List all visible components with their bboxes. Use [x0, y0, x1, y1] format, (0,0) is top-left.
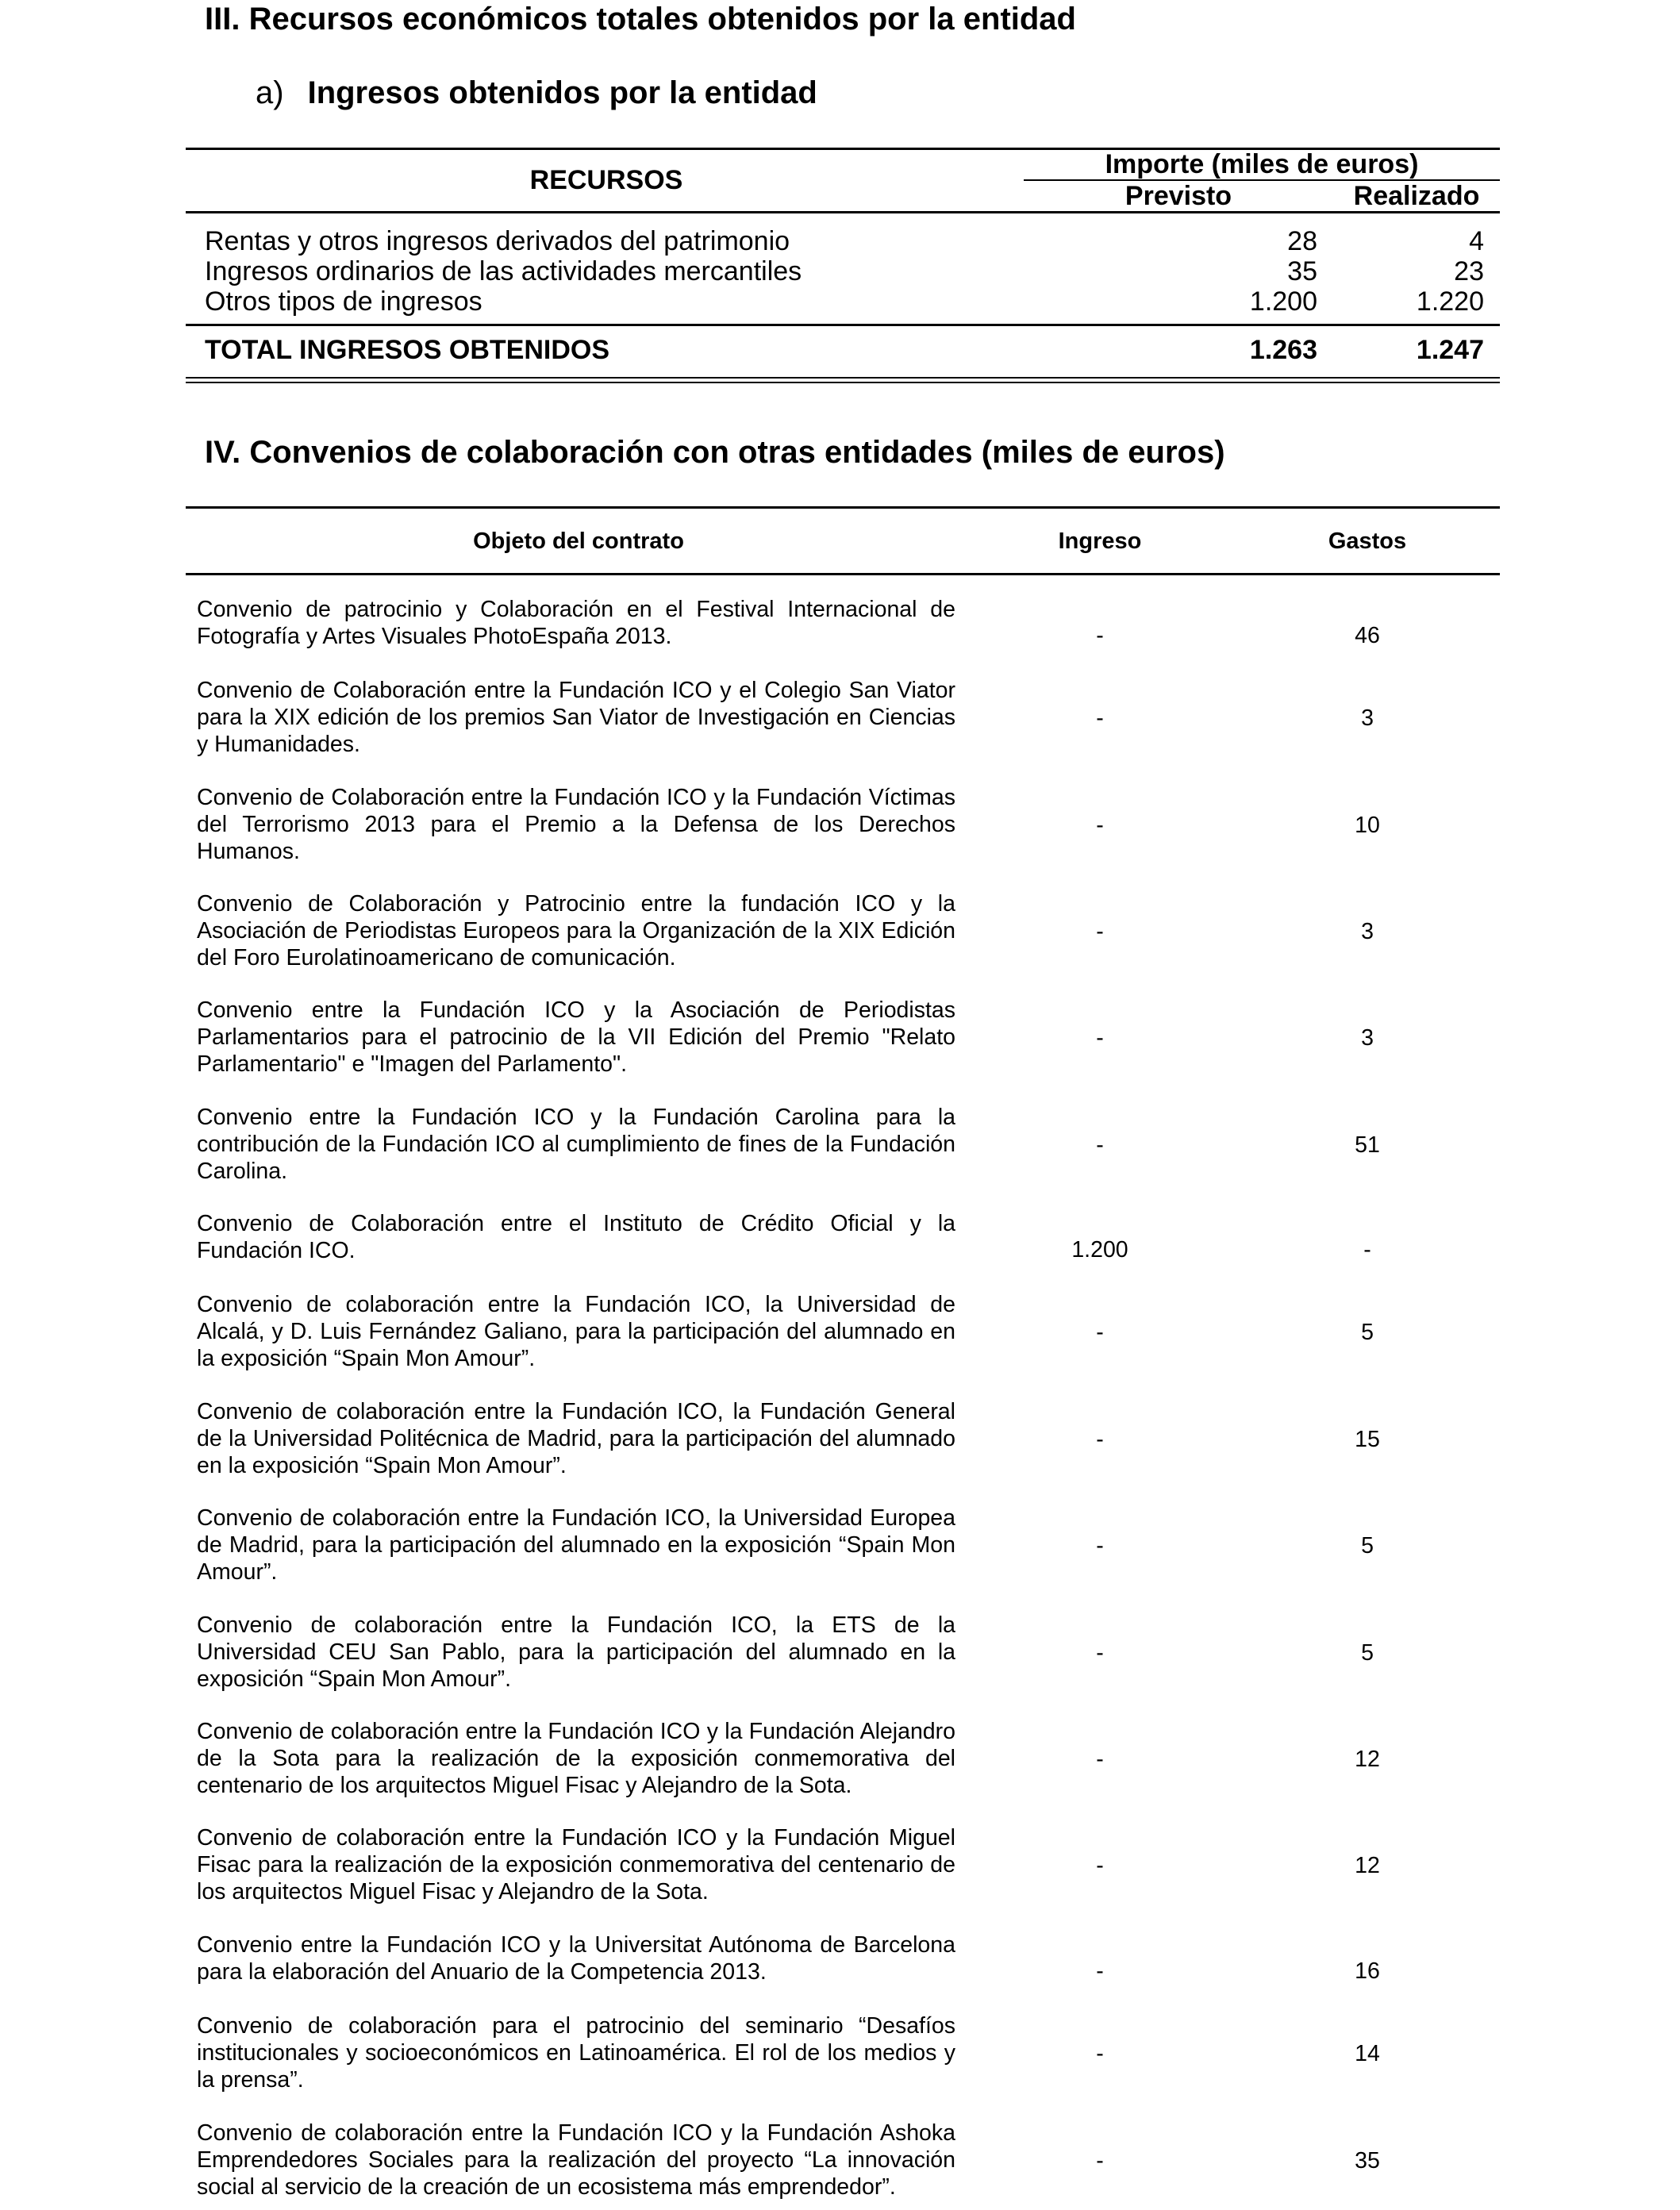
agreement-description: Convenio de colaboración entre la Fundación ICO y la Fundación Miguel Fisac para la realización de la exposición conmemorativa del centenario de los arquitectos Miguel Fisac y Alejandro de la Sota.: [197, 1825, 955, 1904]
agreement-ingreso: -: [1096, 623, 1104, 648]
agreement-description: Convenio de Colaboración entre la Fundación ICO y el Colegio San Viator para la XIX edición de los premios San Viator de Investigación en Ciencias y Humanidades.: [197, 678, 955, 757]
agreement-description: Convenio entre la Fundación ICO y la Universitat Autónoma de Barcelona para la elaboración del Anuario de la Competencia 2013.: [197, 1932, 955, 1985]
agreement-description: Convenio de colaboración entre la Fundación ICO, la ETS de la Universidad CEU San Pablo, para la participación del alumnado en la exposición “Spain Mon Amour”.: [197, 1612, 955, 1692]
table1-bottom-rule-1: [186, 377, 1500, 379]
agreement-gastos: 14: [1355, 2041, 1380, 2066]
agreement-ingreso: 1.200: [1071, 1237, 1128, 1263]
section-3a-label: Ingresos obtenidos por la entidad: [307, 75, 817, 110]
total-previsto: 1.263: [1249, 335, 1317, 365]
agreement-gastos: 5: [1361, 1320, 1374, 1345]
table1-header-rule: [186, 211, 1500, 213]
agreement-description: Convenio de colaboración para el patrocinio del seminario “Desafíos institucionales y socioeconómicos en Latinoamérica. El rol de los medios y la prensa”.: [197, 2013, 955, 2093]
section-3-title: III. Recursos económicos totales obtenidos por la entidad: [205, 2, 1076, 37]
agreement-ingreso: -: [1096, 919, 1104, 944]
agreement-description: Convenio de Colaboración y Patrocinio entre la fundación ICO y la Asociación de Periodistas Europeos para la Organización de la XIX Edición del Foro Eurolatinoamericano de comunicación.: [197, 891, 955, 970]
income-row-previsto: 35: [1287, 256, 1317, 286]
income-row-label: Ingresos ordinarios de las actividades mercantiles: [205, 256, 802, 286]
agreement-ingreso: -: [1096, 1853, 1104, 1878]
total-realizado: 1.247: [1416, 335, 1484, 365]
table2-header-rule: [186, 573, 1500, 575]
col-header-recursos: RECURSOS: [529, 165, 683, 195]
agreement-gastos: 35: [1355, 2148, 1380, 2173]
agreement-ingreso: -: [1096, 1958, 1104, 1984]
agreement-description: Convenio de colaboración entre la Fundación ICO, la Fundación General de la Universidad Politécnica de Madrid, para la participación del alumnado en la exposición “Spain Mon Amour”.: [197, 1399, 955, 1478]
agreement-gastos: 3: [1361, 1025, 1374, 1051]
agreement-gastos: 3: [1361, 919, 1374, 944]
agreement-gastos: 5: [1361, 1640, 1374, 1666]
agreement-gastos: 12: [1355, 1853, 1380, 1878]
agreement-gastos: 5: [1361, 1533, 1374, 1559]
col-header-realizado: Realizado: [1353, 181, 1480, 211]
agreement-description: Convenio de colaboración entre la Fundación ICO y la Fundación Ashoka Emprendedores Sociales para la realización del proyecto “La innovación social al servicio de la creación de un ecosistema más emprendedor”.: [197, 2120, 955, 2200]
agreement-description: Convenio de colaboración entre la Fundación ICO, la Universidad Europea de Madrid, para la participación del alumnado en la exposición “Spain Mon Amour”.: [197, 1505, 955, 1585]
income-row-realizado: 1.220: [1416, 286, 1484, 317]
section-3a-title: [256, 75, 817, 111]
agreement-description: Convenio de patrocinio y Colaboración en el Festival Internacional de Fotografía y Artes Visuales PhotoEspaña 2013.: [197, 597, 955, 649]
table1-total-rule: [186, 324, 1500, 326]
agreement-ingreso: -: [1096, 1132, 1104, 1158]
agreement-ingreso: -: [1096, 1640, 1104, 1666]
agreement-ingreso: -: [1096, 2041, 1104, 2066]
section-3a-number: a): [256, 75, 284, 110]
agreement-gastos: 16: [1355, 1958, 1380, 1984]
agreement-gastos: -: [1363, 1237, 1371, 1263]
agreement-ingreso: -: [1096, 1427, 1104, 1452]
agreement-ingreso: -: [1096, 705, 1104, 731]
agreement-ingreso: -: [1096, 1320, 1104, 1345]
agreement-ingreso: -: [1096, 2148, 1104, 2173]
agreement-gastos: 46: [1355, 623, 1380, 648]
agreement-ingreso: -: [1096, 813, 1104, 838]
agreement-gastos: 12: [1355, 1747, 1380, 1772]
agreement-gastos: 15: [1355, 1427, 1380, 1452]
agreement-gastos: 51: [1355, 1132, 1380, 1158]
total-label: TOTAL INGRESOS OBTENIDOS: [205, 335, 610, 365]
income-row-label: Rentas y otros ingresos derivados del patrimonio: [205, 226, 790, 256]
income-row-previsto: 28: [1287, 226, 1317, 256]
agreement-description: Convenio de Colaboración entre la Fundación ICO y la Fundación Víctimas del Terrorismo 2013 para el Premio a la Defensa de los Derechos Humanos.: [197, 785, 955, 864]
agreement-gastos: 3: [1361, 705, 1374, 731]
section-4-title: IV. Convenios de colaboración con otras entidades (miles de euros): [205, 435, 1225, 470]
agreement-description: Convenio entre la Fundación ICO y la Asociación de Periodistas Parlamentarios para el patrocinio de la VII Edición del Premio "Relato Parlamentario" e "Imagen del Parlamento".: [197, 997, 955, 1077]
col-header-ingreso: Ingreso: [1058, 528, 1142, 554]
income-row-realizado: 23: [1454, 256, 1484, 286]
table1-bottom-rule-2: [186, 382, 1500, 383]
agreement-ingreso: -: [1096, 1533, 1104, 1559]
income-row-previsto: 1.200: [1249, 286, 1317, 317]
col-header-importe: Importe (miles de euros): [1105, 149, 1419, 179]
income-row-realizado: 4: [1469, 226, 1484, 256]
income-row-label: Otros tipos de ingresos: [205, 286, 482, 317]
agreement-ingreso: -: [1096, 1025, 1104, 1051]
agreement-description: Convenio de colaboración entre la Fundación ICO y la Fundación Alejandro de la Sota para la realización de la exposición conmemorativa del centenario de los arquitectos Miguel Fisac y Alejandro de la Sota.: [197, 1719, 955, 1798]
col-header-previsto: Previsto: [1124, 181, 1232, 211]
col-header-gastos: Gastos: [1328, 528, 1407, 554]
col-header-objeto: Objeto del contrato: [473, 528, 684, 554]
agreement-description: Convenio entre la Fundación ICO y la Fundación Carolina para la contribución de la Fundación ICO al cumplimiento de fines de la Fundación Carolina.: [197, 1105, 955, 1184]
table2-top-rule: [186, 506, 1500, 509]
agreement-description: Convenio de colaboración entre la Fundación ICO, la Universidad de Alcalá, y D. Luis Fernández Galiano, para la participación del alumnado en la exposición “Spain Mon Amour”.: [197, 1292, 955, 1371]
agreement-ingreso: -: [1096, 1747, 1104, 1772]
agreement-description: Convenio de Colaboración entre el Instituto de Crédito Oficial y la Fundación ICO.: [197, 1211, 955, 1263]
agreement-gastos: 10: [1355, 813, 1380, 838]
